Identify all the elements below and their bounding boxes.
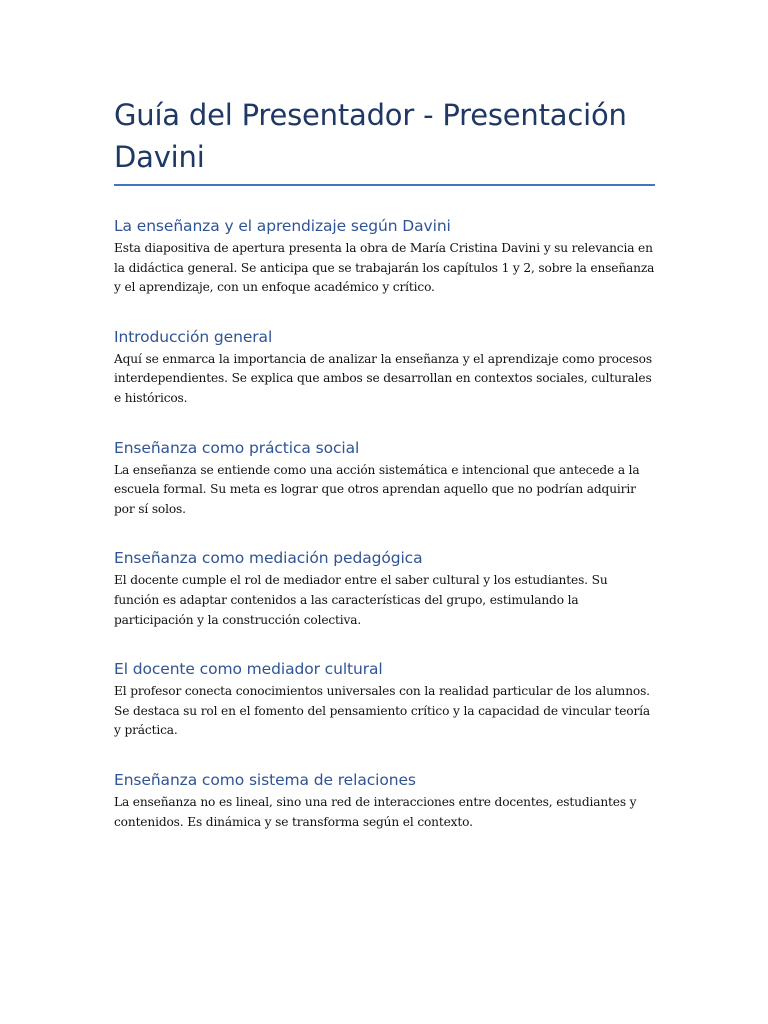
document-page: [114, 94, 655, 832]
section-body: Aquí se enmarca la importancia de analizar la enseñanza y el aprendizaje como procesos interdependientes. Se explica que ambos se desarrollan en contextos sociales, culturales e históricos.: [114, 351, 652, 405]
document-title: Guía del Presentador - Presentación Davini: [114, 98, 627, 174]
section-cultural-mediator: [114, 659, 655, 741]
section-heading: Enseñanza como práctica social: [114, 438, 360, 457]
section-heading: La enseñanza y el aprendizaje según Davini: [114, 217, 451, 235]
section-heading: Enseñanza como mediación pedagógica: [114, 549, 423, 568]
section-heading: El docente como mediador cultural: [114, 660, 383, 679]
title-underline: [114, 184, 655, 186]
section-body: Esta diapositiva de apertura presenta la obra de María Cristina Davini y su relevancia en la didáctica general. Se anticipa que se trabajarán los capítulos 1 y 2, sobre la enseñanza y el aprendizaje, con un enfoque académico y crítico.: [114, 241, 655, 295]
section-body: La enseñanza se entiende como una acción sistemática e intencional que antecede a la escuela formal. Su meta es lograr que otros aprendan aquello que no podrían adquirir por sí solos.: [114, 462, 640, 516]
section-pedagogical-mediation: [114, 548, 655, 630]
section-social-practice: [114, 438, 655, 520]
section-heading: Enseñanza como sistema de relaciones: [114, 770, 416, 789]
section-body: El docente cumple el rol de mediador entre el saber cultural y los estudiantes. Su función es adaptar contenidos a las características del grupo, estimulando la participación y la construcción colectiva.: [114, 573, 608, 627]
section-relations-system: [114, 770, 655, 832]
section-introduction: [114, 327, 655, 409]
section-body: El profesor conecta conocimientos universales con la realidad particular de los alumnos. Se destaca su rol en el fomento del pensamiento crítico y la capacidad de vincular teoría y práctica.: [114, 684, 650, 738]
section-opening: [114, 216, 655, 298]
section-heading: Introducción general: [114, 327, 273, 346]
section-body: La enseñanza no es lineal, sino una red de interacciones entre docentes, estudiantes y contenidos. Es dinámica y se transforma según el contexto.: [114, 794, 637, 829]
